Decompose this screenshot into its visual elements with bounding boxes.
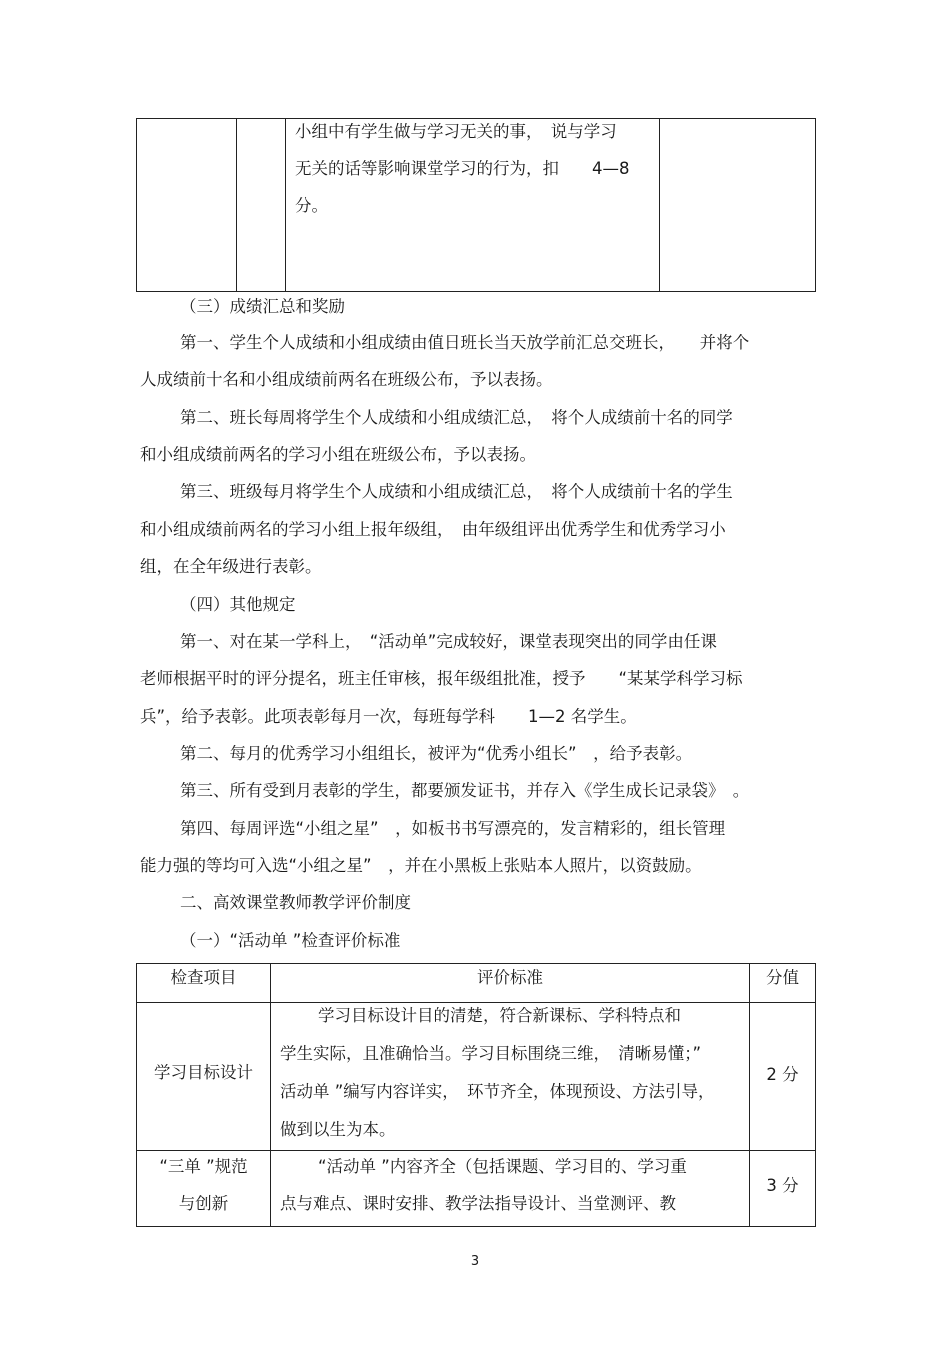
row1-standard-line1: 学习目标设计目的清楚，符合新课标、学科特点和 [318, 1006, 681, 1025]
s3-p2-line2: 和小组成绩前两名的学习小组在班级公布，予以表扬。 [140, 445, 536, 464]
s3-p1-line2: 人成绩前十名和小组成绩前两名在班级公布，予以表扬。 [140, 370, 553, 389]
row2-standard-line1: “活动单 ”内容齐全（包括课题、学习目的、学习重 [318, 1157, 687, 1176]
s4-p1-line3: 兵”，给予表彰。此项表彰每月一次，每班每学科 1—2 名学生。 [140, 707, 637, 726]
header-score: 分值 [766, 968, 799, 987]
s4-p3: 第三、所有受到月表彰的学生，都要颁发证书，并存入《学生成长记录袋》 。 [180, 781, 750, 800]
row1-item: 学习目标设计 [154, 1063, 253, 1082]
s3-p3-line3: 组，在全年级进行表彰。 [140, 557, 322, 576]
rule-line-2: 无关的话等影响课堂学习的行为，扣 4—8 [295, 159, 630, 178]
header-standard: 评价标准 [477, 968, 543, 987]
s3-p3-line1: 第三、班级每月将学生个人成绩和小组成绩汇总， 将个人成绩前十名的学生 [180, 482, 733, 501]
part2-subheading: （一）“活动单 ”检查评价标准 [180, 931, 401, 950]
row1-standard-line3: 活动单 ”编写内容详实， 环节齐全，体现预设、方法引导， [280, 1082, 715, 1101]
rule-line-1: 小组中有学生做与学习无关的事， 说与学习 [295, 122, 617, 141]
row1-score: 2 分 [766, 1065, 799, 1084]
rule-line-3: 分。 [295, 196, 328, 215]
page-number: 3 [470, 1254, 480, 1269]
section3-heading: （三）成绩汇总和奖励 [180, 297, 345, 316]
s3-p3-line2: 和小组成绩前两名的学习小组上报年级组， 由年级组评出优秀学生和优秀学习小 [140, 520, 726, 539]
s3-p2-line1: 第二、班长每周将学生个人成绩和小组成绩汇总， 将个人成绩前十名的同学 [180, 408, 733, 427]
section4-heading: （四）其他规定 [180, 595, 296, 614]
s4-p2: 第二、每月的优秀学习小组组长，被评为“优秀小组长” ，给予表彰。 [180, 744, 693, 763]
row1-standard-line4: 做到以生为本。 [280, 1120, 396, 1139]
row1-standard-line2: 学生实际，且准确恰当。学习目标围绕三维， 清晰易懂；” [280, 1044, 702, 1063]
header-item: 检查项目 [170, 968, 237, 987]
s4-p1-line1: 第一、对在某一学科上， “活动单”完成较好，课堂表现突出的同学由任课 [180, 632, 717, 651]
s4-p4-line2: 能力强的等均可入选“小组之星” ，并在小黑板上张贴本人照片，以资鼓励。 [140, 856, 702, 875]
row2-item-line1: “三单 ”规范 [159, 1157, 248, 1176]
s4-p4-line1: 第四、每周评选“小组之星” ，如板书书写漂亮的，发言精彩的，组长管理 [180, 819, 726, 838]
row2-score: 3 分 [766, 1176, 799, 1195]
s3-p1-line1: 第一、学生个人成绩和小组成绩由值日班长当天放学前汇总交班长， 并将个 [180, 333, 750, 352]
s4-p1-line2: 老师根据平时的评分提名，班主任审核，报年级组批准，授予 “某某学科学习标 [140, 669, 743, 688]
part2-heading: 二、高效课堂教师教学评价制度 [180, 893, 411, 912]
row2-item-line2: 与创新 [178, 1194, 229, 1213]
row2-standard-line2: 点与难点、课时安排、教学法指导设计、当堂测评、教 [280, 1194, 676, 1213]
